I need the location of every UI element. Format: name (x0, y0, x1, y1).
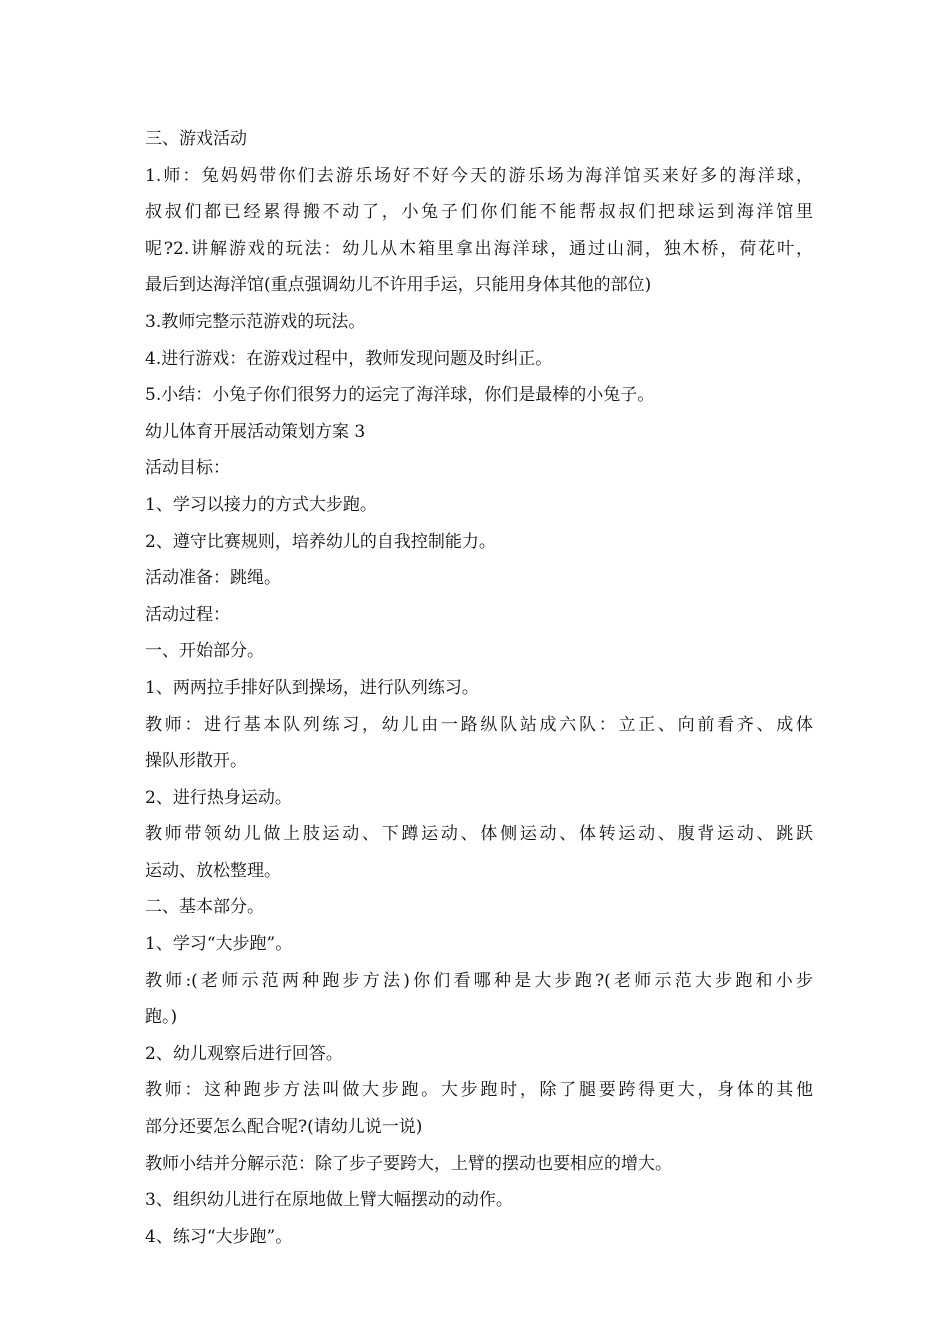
text-line: 运动、放松整理。 (145, 860, 281, 881)
step-item (145, 670, 813, 707)
text-line: 一、开始部分。 (145, 641, 264, 662)
text-line: 二、基本部分。 (145, 897, 264, 918)
heading-objectives (145, 450, 813, 487)
text-line: 1、两两拉手排好队到操场，进行队列练习。 (145, 677, 479, 698)
text-line: 跑。) (145, 1007, 178, 1028)
paragraph-warmup (145, 816, 813, 889)
objective-item (145, 487, 813, 524)
paragraph-queue-practice (145, 707, 813, 780)
text-line: 叔叔们都已经累得搬不动了，小兔子们你们能不能帮叔叔们把球运到海洋馆里 (145, 202, 813, 223)
text-line: 教师带领幼儿做上肢运动、下蹲运动、体侧运动、体转运动、腹背运动、跳跃 (145, 824, 813, 845)
text-line: 2、幼儿观察后进行回答。 (145, 1043, 343, 1064)
text-line: 活动过程： (145, 604, 230, 625)
step-item (145, 926, 813, 963)
paragraph-demo (145, 304, 813, 341)
text-line: 教师：这种跑步方法叫做大步跑。大步跑时，除了腿要跨得更大，身体的其他 (145, 1080, 813, 1101)
paragraph-teacher-summary (145, 1146, 813, 1183)
heading-preparation (145, 560, 813, 597)
section-heading-game-activity (145, 121, 813, 158)
text-line: 2、遵守比赛规则，培养幼儿的自我控制能力。 (145, 531, 496, 552)
paragraph-teacher-explain (145, 1072, 813, 1145)
text-line: 2、进行热身运动。 (145, 787, 292, 808)
text-line: 3.教师完整示范游戏的玩法。 (145, 311, 366, 332)
text-line: 1.师：兔妈妈带你们去游乐场好不好今天的游乐场为海洋馆买来好多的海洋球， (145, 165, 813, 186)
text-line: 活动目标： (145, 458, 230, 479)
section-heading-basic (145, 889, 813, 926)
step-item (145, 1182, 813, 1219)
paragraph-play-game (145, 341, 813, 378)
text-line: 呢?2.讲解游戏的玩法：幼儿从木箱里拿出海洋球，通过山洞，独木桥，荷花叶， (145, 238, 813, 259)
plan-title (145, 414, 813, 451)
text-line: 5.小结：小兔子你们很努力的运完了海洋球，你们是最棒的小兔子。 (145, 385, 655, 406)
paragraph-teacher-demo-run (145, 963, 813, 1036)
text-line: 3、组织幼儿进行在原地做上臂大幅摆动的动作。 (145, 1190, 513, 1211)
text-line: 最后到达海洋馆(重点强调幼儿不许用手运，只能用身体其他的部位) (145, 275, 652, 296)
text-line: 4、练习“大步跑”。 (145, 1226, 293, 1247)
text-line: 教师小结并分解示范：除了步子要跨大，上臂的摆动也要相应的增大。 (145, 1153, 672, 1174)
text-line: 活动准备：跳绳。 (145, 568, 281, 589)
step-item (145, 780, 813, 817)
objective-item (145, 524, 813, 561)
paragraph-summary (145, 377, 813, 414)
text-line: 部分还要怎么配合呢?(请幼儿说一说) (145, 1117, 423, 1138)
text-line: 教师:(老师示范两种跑步方法)你们看哪种是大步跑?(老师示范大步跑和小步 (145, 970, 813, 991)
step-item (145, 1036, 813, 1073)
step-item (145, 1219, 813, 1256)
text-line: 幼儿体育开展活动策划方案 3 (145, 421, 366, 442)
text-line: 操队形散开。 (145, 751, 247, 772)
document-body (145, 121, 813, 1255)
text-line: 1、学习以接力的方式大步跑。 (145, 494, 377, 515)
text-line: 三、游戏活动 (145, 129, 247, 149)
text-line: 1、学习“大步跑”。 (145, 934, 293, 955)
section-heading-start (145, 633, 813, 670)
text-line: 4.进行游戏：在游戏过程中，教师发现问题及时纠正。 (145, 348, 553, 369)
paragraph-teacher-intro (145, 158, 813, 304)
text-line: 教师：进行基本队列练习，幼儿由一路纵队站成六队：立正、向前看齐、成体 (145, 714, 813, 735)
heading-process (145, 597, 813, 634)
